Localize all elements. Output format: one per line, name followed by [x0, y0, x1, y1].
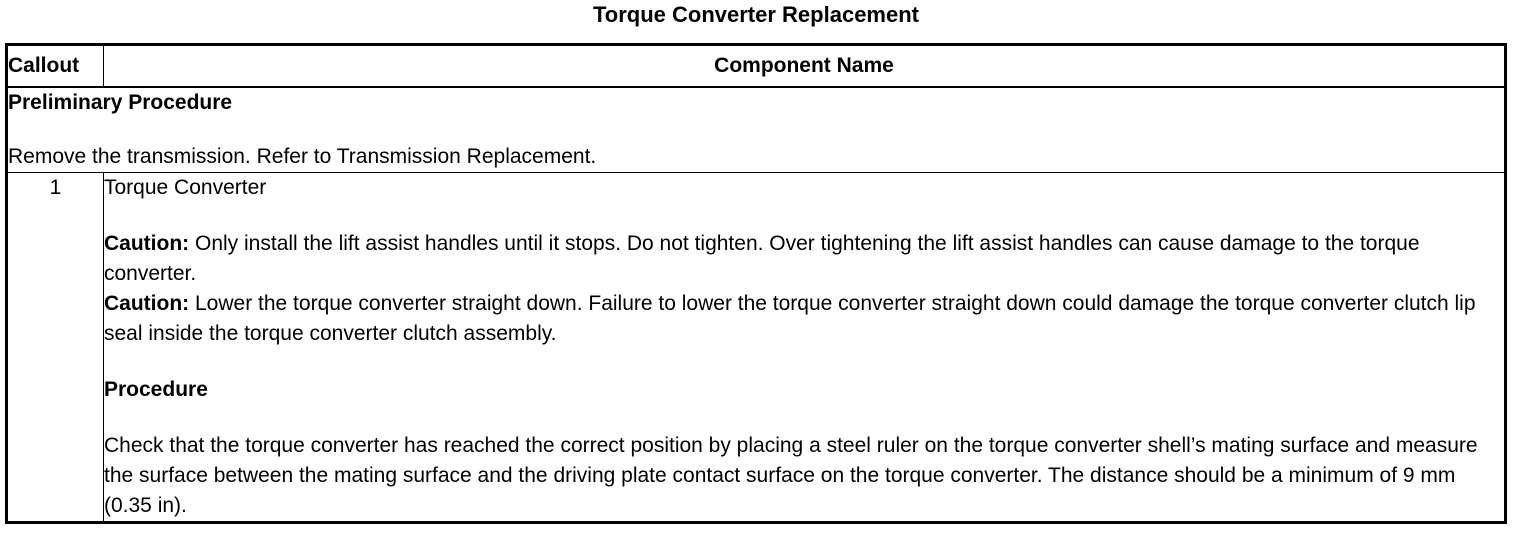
- preliminary-heading: Preliminary Procedure: [8, 91, 233, 114]
- spacer: [104, 203, 1504, 229]
- document-title: Torque Converter Replacement: [592, 2, 919, 27]
- component-name-column-header: Component Name: [104, 45, 1506, 88]
- caution-text: Only install the lift assist handles until it stops. Do not tighten. Over tightening the lift assist handles can cause damage to the torque converter.: [104, 232, 1420, 285]
- preliminary-text: Remove the transmission. Refer to Transmission Replacement.: [8, 145, 597, 168]
- spacer: [8, 118, 1504, 142]
- table-header: [7, 45, 1506, 88]
- procedure-text: Check that the torque converter has reached the correct position by placing a steel ruler on the torque converter shell’s mating surface and measure the surface between the mating surface and the driving plate contact surface on the torque converter. The distance should be a minimum of 9 mm (0.35 in).: [104, 434, 1478, 517]
- caution-text: Lower the torque converter straight down. Failure to lower the torque converter straight down could damage the torque converter clutch lip seal inside the torque converter clutch assembly.: [104, 292, 1476, 345]
- caution-label: Caution:: [104, 292, 190, 315]
- component-detail-cell: [104, 173, 1506, 523]
- header-row: [7, 45, 1506, 88]
- caution-label: Caution:: [104, 232, 190, 255]
- callout-number: 1: [7, 173, 104, 523]
- table-body: [7, 87, 1506, 523]
- component-name: Torque Converter: [104, 176, 267, 199]
- procedure-heading: Procedure: [104, 378, 208, 401]
- preliminary-cell: [7, 87, 1506, 173]
- caution-note: [104, 229, 1504, 289]
- table-row: [7, 173, 1506, 523]
- preliminary-row: [7, 87, 1506, 173]
- procedure-table: [5, 43, 1507, 524]
- spacer: [104, 405, 1504, 431]
- callout-column-header: Callout: [7, 45, 104, 88]
- spacer: [104, 349, 1504, 375]
- caution-note: [104, 289, 1504, 349]
